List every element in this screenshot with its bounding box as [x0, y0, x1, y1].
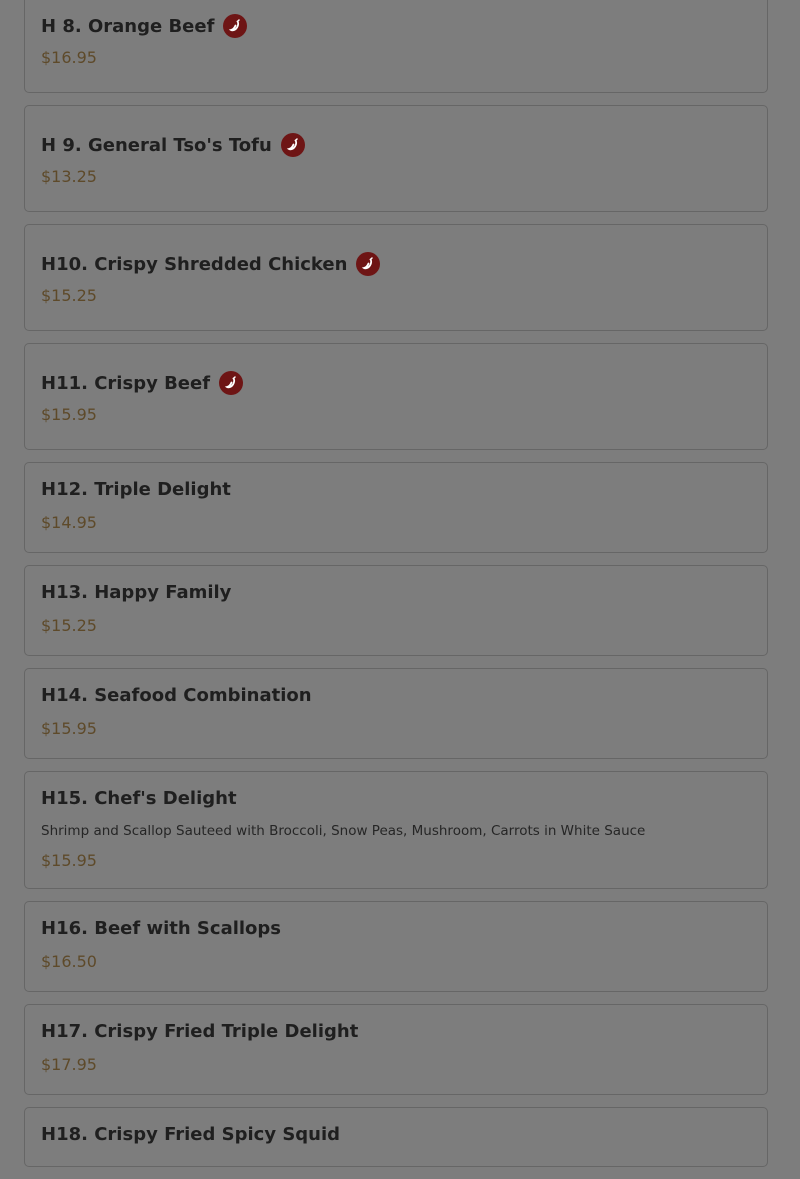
chili-pepper-icon — [356, 252, 380, 276]
menu-item-name: H12. Triple Delight — [41, 478, 231, 500]
menu-item-card[interactable] — [24, 343, 768, 450]
menu-item-card[interactable] — [24, 0, 768, 93]
menu-item-card[interactable] — [24, 224, 768, 331]
menu-item-card[interactable] — [24, 1004, 768, 1095]
menu-item-card[interactable] — [24, 1107, 768, 1167]
menu-item-name: H15. Chef's Delight — [41, 787, 237, 809]
menu-item-name: H16. Beef with Scallops — [41, 917, 282, 939]
menu-item-name: H18. Crispy Fried Spicy Squid — [41, 1123, 341, 1145]
menu-item-card[interactable] — [24, 462, 768, 553]
menu-item-card[interactable] — [24, 901, 768, 992]
menu-item-price: $15.25 — [41, 616, 97, 635]
chili-pepper-icon — [281, 133, 305, 157]
menu-item-price: $14.95 — [41, 513, 97, 532]
menu-item-price: $13.25 — [41, 167, 97, 186]
menu-item-price: $16.50 — [41, 952, 97, 971]
chili-pepper-icon — [223, 14, 247, 38]
menu-item-name: H17. Crispy Fried Triple Delight — [41, 1020, 359, 1042]
menu-item-list — [24, 0, 768, 1179]
menu-item-name: H13. Happy Family — [41, 581, 232, 603]
menu-item-name: H11. Crispy Beef — [41, 372, 211, 394]
menu-item-price: $17.95 — [41, 1055, 97, 1074]
menu-item-name: H 9. General Tso's Tofu — [41, 134, 272, 156]
menu-item-card[interactable] — [24, 105, 768, 212]
chili-pepper-icon — [219, 371, 243, 395]
menu-item-price: $15.95 — [41, 719, 97, 738]
menu-item-card[interactable] — [24, 565, 768, 656]
menu-item-price: $15.95 — [41, 851, 97, 870]
menu-item-price: $15.25 — [41, 286, 97, 305]
menu-item-price: $16.95 — [41, 48, 97, 67]
menu-item-name: H14. Seafood Combination — [41, 684, 312, 706]
menu-item-description: Shrimp and Scallop Sauteed with Broccoli, Snow Peas, Mushroom, Carrots in White Sauce — [41, 823, 646, 839]
menu-item-card[interactable] — [24, 771, 768, 889]
menu-item-price: $15.95 — [41, 405, 97, 424]
menu-item-card[interactable] — [24, 668, 768, 759]
menu-item-name: H10. Crispy Shredded Chicken — [41, 253, 348, 275]
menu-item-name: H 8. Orange Beef — [41, 15, 215, 37]
